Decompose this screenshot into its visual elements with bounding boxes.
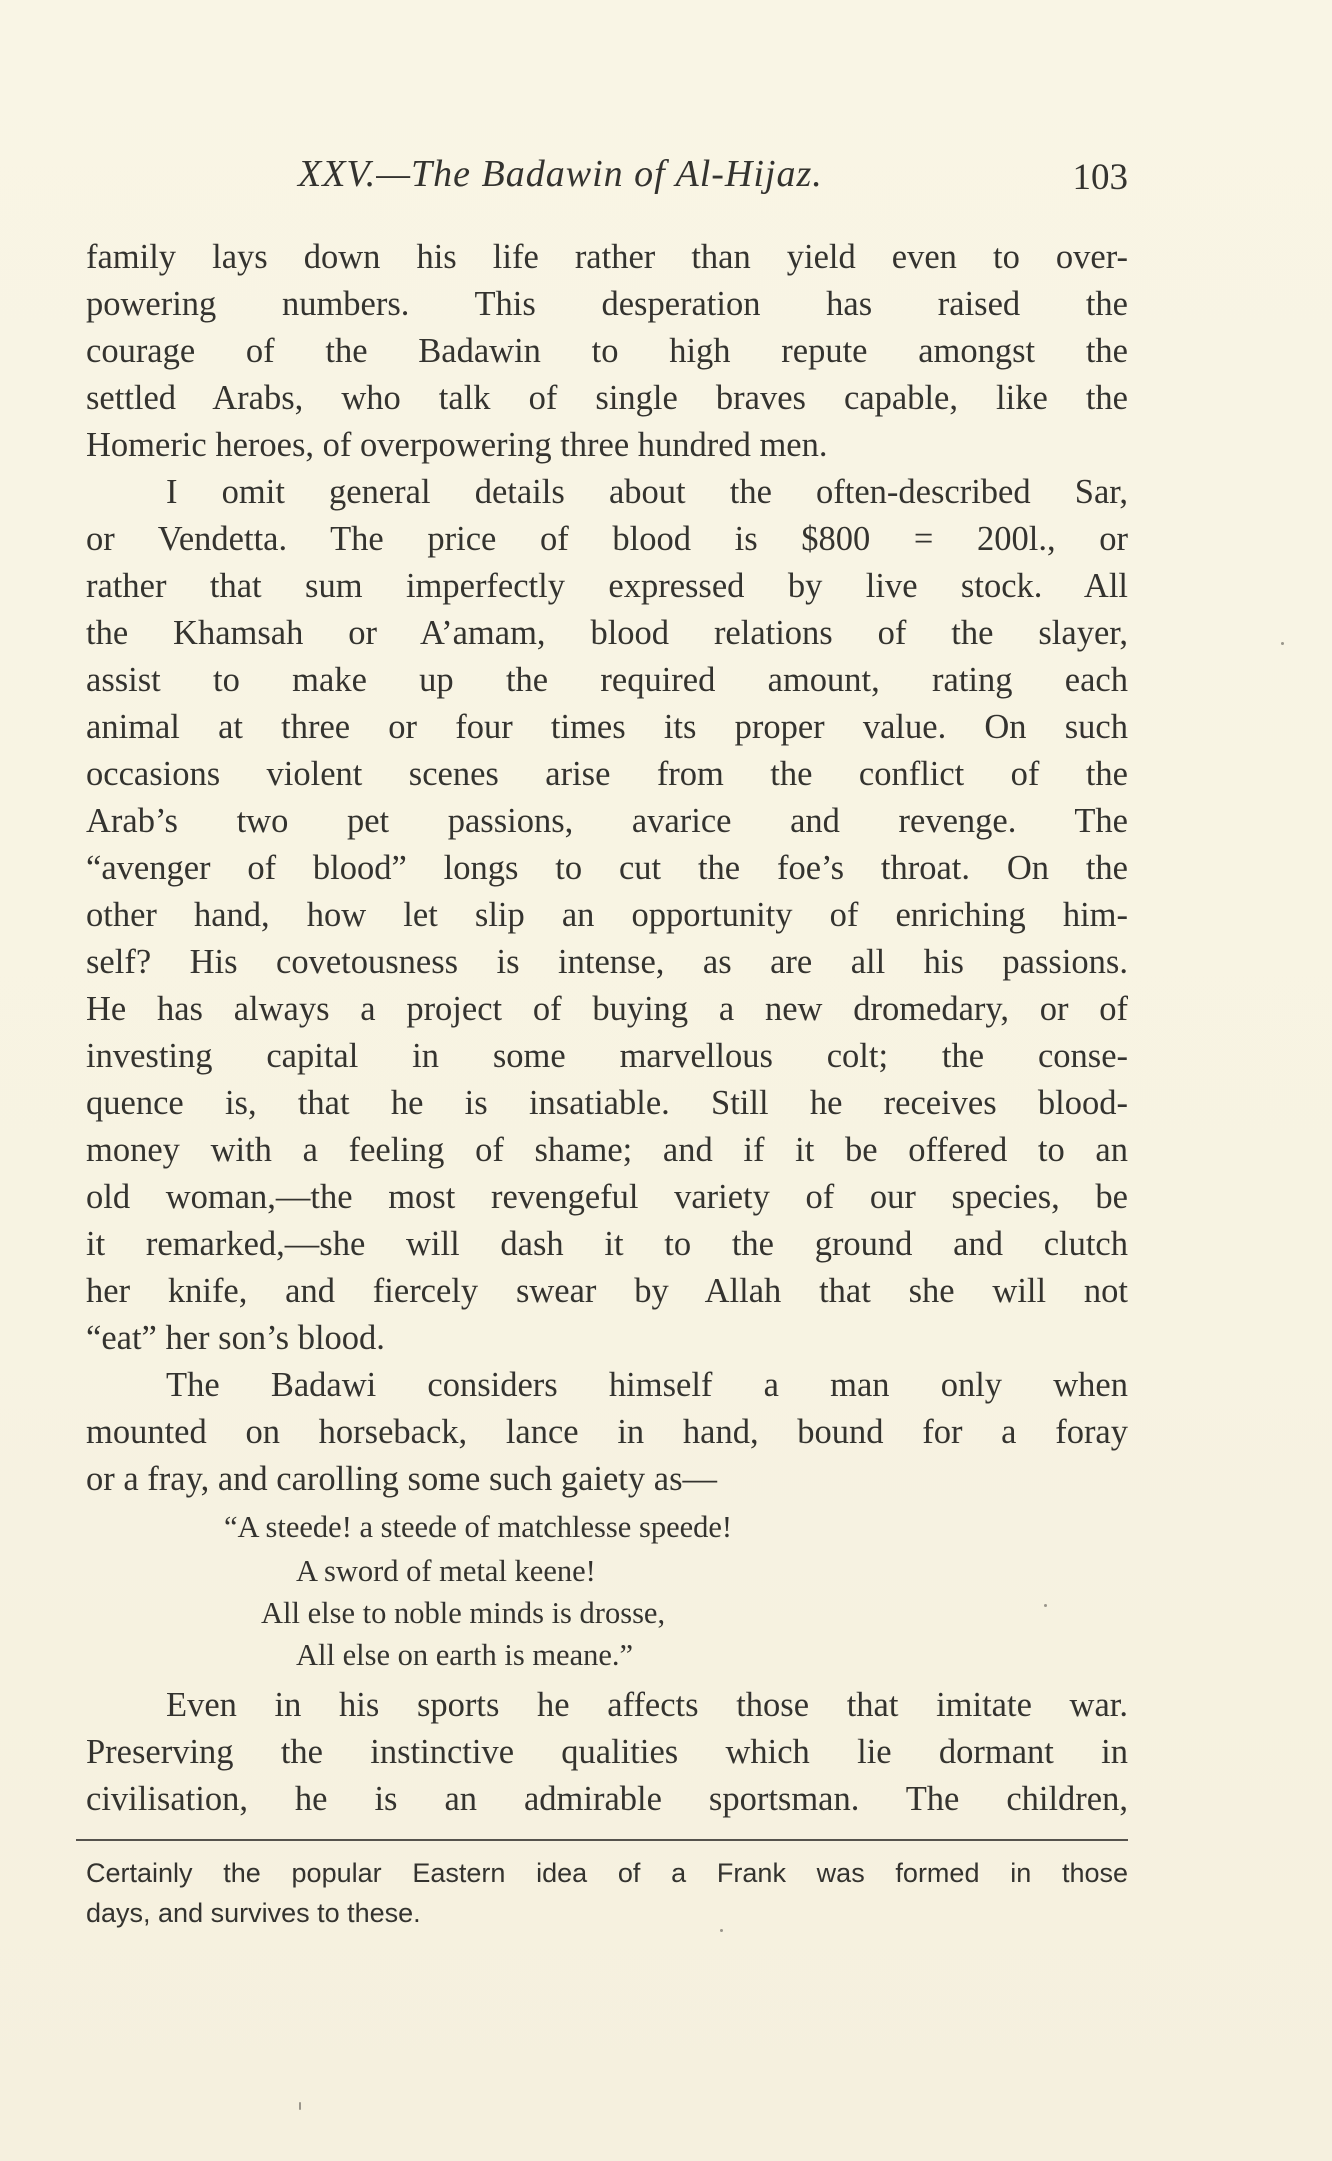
running-title: XXV.—The Badawin of Al-Hijaz. <box>298 153 823 195</box>
text-line: Homeric heroes, of overpowering three hundred men. <box>86 426 828 464</box>
text-line: assist to make up the required amount, rating each <box>86 661 1128 699</box>
page-number: 103 <box>1072 157 1128 198</box>
text-line: it remarked,—she will dash it to the ground and clutch <box>86 1225 1128 1263</box>
text-line: “eat” her son’s blood. <box>86 1319 385 1357</box>
text-line: or Vendetta. The price of blood is $800 = 200l., or <box>86 520 1128 558</box>
text-line: quence is, that he is insatiable. Still he receives blood- <box>86 1084 1128 1122</box>
paper-speck <box>1281 642 1284 645</box>
text-line: He has always a project of buying a new dromedary, or of <box>86 990 1128 1028</box>
text-line: her knife, and fiercely swear by Allah that she will not <box>86 1272 1128 1310</box>
paper-speck <box>299 2102 301 2110</box>
text-line: family lays down his life rather than yield even to over- <box>86 238 1128 276</box>
text-line: mounted on horseback, lance in hand, bound for a foray <box>86 1413 1128 1451</box>
text-line: The Badawi considers himself a man only when <box>166 1366 1128 1404</box>
text-line: “avenger of blood” longs to cut the foe’s throat. On the <box>86 849 1128 887</box>
text-line: occasions violent scenes arise from the conflict of the <box>86 755 1128 793</box>
footnote-rule <box>76 1839 1128 1841</box>
text-line: investing capital in some marvellous colt; the conse- <box>86 1037 1128 1075</box>
verse-line: A sword of metal keene! <box>296 1554 596 1588</box>
paper-speck <box>720 1929 723 1932</box>
text-line: old woman,—the most revengeful variety of our species, be <box>86 1178 1128 1216</box>
running-head <box>86 152 1128 212</box>
text-line: settled Arabs, who talk of single braves capable, like the <box>86 379 1128 417</box>
text-line: self? His covetousness is intense, as are all his passions. <box>86 943 1128 981</box>
text-line: other hand, how let slip an opportunity of enriching him- <box>86 896 1128 934</box>
text-line: civilisation, he is an admirable sportsman. The children, <box>86 1780 1128 1818</box>
text-line: Preserving the instinctive qualities which lie dormant in <box>86 1733 1128 1771</box>
text-line: courage of the Badawin to high repute amongst the <box>86 332 1128 370</box>
footnote-line: days, and survives to these. <box>86 1898 421 1928</box>
paper-speck <box>1044 1604 1047 1607</box>
verse-line: All else to noble minds is drosse, <box>261 1596 666 1630</box>
verse-line: “A steede! a steede of matchlesse speede! <box>224 1510 733 1544</box>
text-line: Arab’s two pet passions, avarice and revenge. The <box>86 802 1128 840</box>
footnote-line: Certainly the popular Eastern idea of a Frank was formed in those <box>86 1858 1128 1888</box>
text-line: money with a feeling of shame; and if it be offered to an <box>86 1131 1128 1169</box>
verse-line: All else on earth is meane.” <box>296 1638 634 1672</box>
text-line: the Khamsah or A’amam, blood relations of the slayer, <box>86 614 1128 652</box>
text-line: rather that sum imperfectly expressed by live stock. All <box>86 567 1128 605</box>
text-line: or a fray, and carolling some such gaiety as— <box>86 1460 718 1498</box>
text-line: powering numbers. This desperation has raised the <box>86 285 1128 323</box>
text-line: I omit general details about the often-described Sar, <box>166 473 1128 511</box>
text-line: animal at three or four times its proper value. On such <box>86 708 1128 746</box>
text-line: Even in his sports he affects those that imitate war. <box>166 1686 1128 1724</box>
